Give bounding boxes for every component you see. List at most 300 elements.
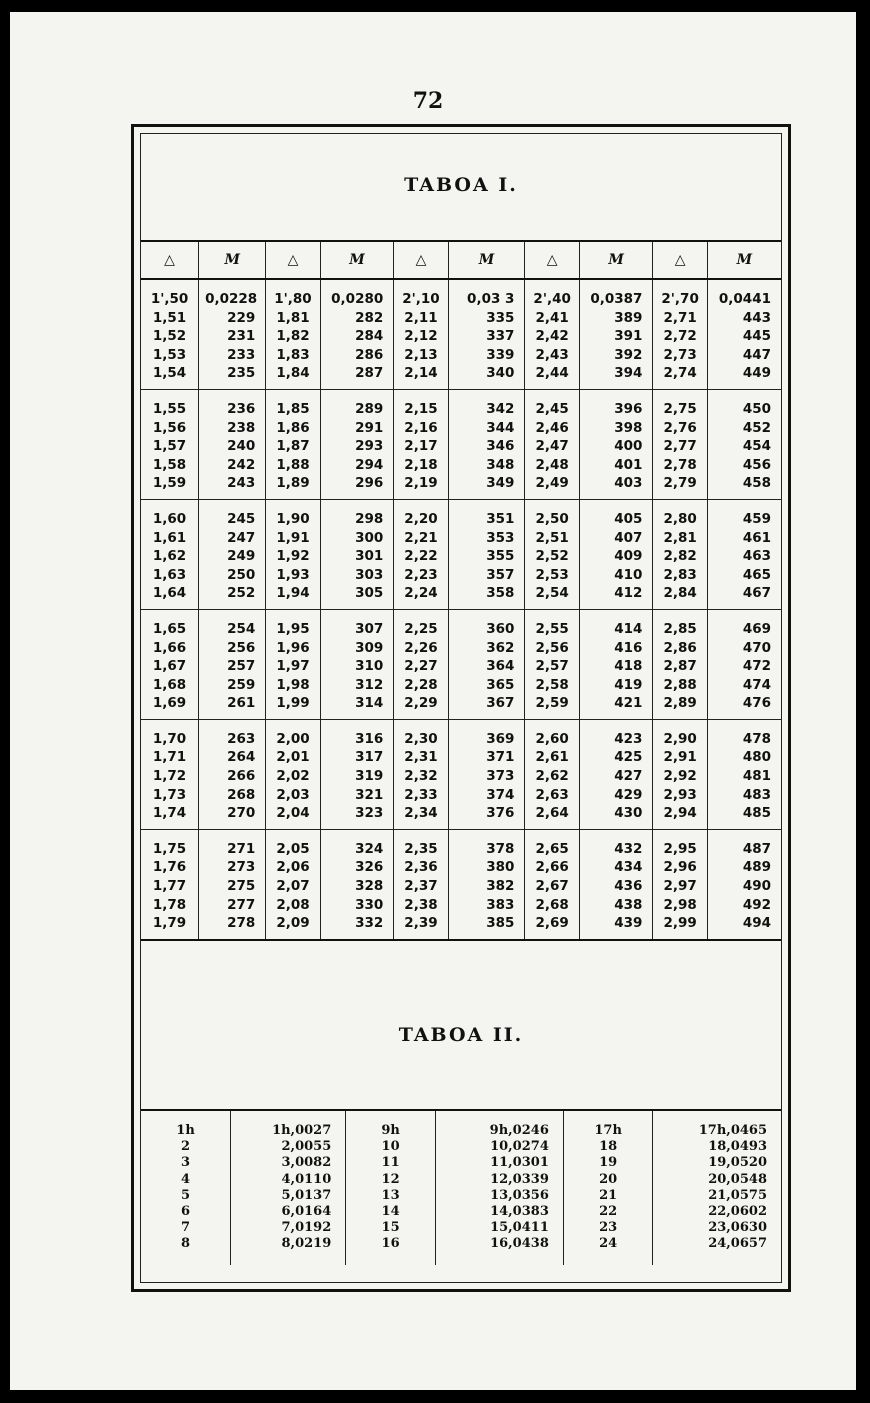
m-value: 367 bbox=[486, 695, 515, 712]
m-value: 425 bbox=[614, 749, 643, 766]
delta-value: 2,64 bbox=[535, 805, 569, 822]
m-value: 346 bbox=[486, 438, 515, 455]
m-value: 487 bbox=[742, 840, 771, 857]
delta-value: 1,88 bbox=[276, 456, 310, 473]
delta-value: 2,92 bbox=[663, 768, 697, 785]
m-value: 330 bbox=[355, 896, 384, 913]
delta-value: 2,95 bbox=[663, 840, 697, 857]
m-value: 447 bbox=[742, 346, 771, 363]
hour-label: 10 bbox=[381, 1139, 400, 1155]
m-value: 314 bbox=[355, 695, 384, 712]
m-value: 319 bbox=[355, 768, 384, 785]
delta-value: 2,75 bbox=[663, 400, 697, 417]
m-value: 0,0441 bbox=[718, 291, 771, 307]
hour-value: 16,0438 bbox=[490, 1236, 549, 1252]
m-header: M bbox=[199, 241, 266, 279]
m-cell bbox=[579, 279, 653, 389]
m-value: 485 bbox=[742, 805, 771, 822]
delta-value: 2,20 bbox=[404, 510, 438, 527]
delta-value: 2,59 bbox=[535, 695, 569, 712]
delta-cell bbox=[266, 829, 320, 939]
delta-value: 2,44 bbox=[535, 365, 569, 382]
delta-value: 2,58 bbox=[535, 676, 569, 693]
hour-label: 18 bbox=[599, 1139, 618, 1155]
hour-value: 19,0520 bbox=[708, 1155, 767, 1171]
m-value: 344 bbox=[486, 419, 515, 436]
delta-value: 2,99 bbox=[663, 915, 697, 932]
m-value: 264 bbox=[227, 749, 256, 766]
hour-value: 9h,0246 bbox=[489, 1123, 549, 1138]
m-value: 284 bbox=[355, 328, 384, 345]
m-value: 250 bbox=[227, 566, 256, 583]
m-cell bbox=[199, 719, 266, 829]
delta-value: 1,58 bbox=[152, 456, 187, 473]
m-value: 245 bbox=[227, 510, 256, 527]
m-value: 252 bbox=[227, 585, 256, 602]
table1-row-group bbox=[141, 829, 781, 939]
delta-cell bbox=[266, 719, 320, 829]
delta-value: 2,86 bbox=[663, 639, 697, 656]
delta-value: 2,23 bbox=[404, 566, 438, 583]
m-value: 312 bbox=[355, 676, 384, 693]
hour-cell bbox=[141, 1110, 231, 1265]
m-cell bbox=[199, 499, 266, 609]
m-value: 277 bbox=[227, 896, 256, 913]
m-value: 492 bbox=[742, 896, 771, 913]
delta-value: 2,32 bbox=[404, 768, 438, 785]
m-cell bbox=[448, 389, 525, 499]
table2-row bbox=[141, 1110, 781, 1265]
hour-label: 19 bbox=[599, 1155, 618, 1171]
delta-value: 1,68 bbox=[152, 676, 187, 693]
hour-label: 1h bbox=[176, 1123, 195, 1138]
delta-value: 1,76 bbox=[152, 859, 187, 876]
hour-value: 12,0339 bbox=[490, 1171, 549, 1187]
delta-value: 1,56 bbox=[152, 419, 187, 436]
delta-cell bbox=[266, 499, 320, 609]
hour-label: 11 bbox=[381, 1155, 400, 1171]
delta-value: 1,89 bbox=[276, 475, 310, 492]
m-value: 396 bbox=[614, 400, 643, 417]
delta-cell bbox=[394, 389, 448, 499]
delta-cell bbox=[266, 279, 320, 389]
delta-value: 1,91 bbox=[276, 529, 310, 546]
delta-cell bbox=[525, 719, 579, 829]
page-number: 72 bbox=[412, 88, 444, 114]
hour-value: 10,0274 bbox=[490, 1139, 549, 1155]
hour-value: 7,0192 bbox=[281, 1220, 332, 1236]
m-value: 293 bbox=[355, 438, 384, 455]
delta-value: 2,24 bbox=[404, 585, 438, 602]
m-cell bbox=[579, 829, 653, 939]
delta-value: 1,94 bbox=[276, 585, 310, 602]
m-value: 374 bbox=[486, 786, 515, 803]
table1-row-group bbox=[141, 389, 781, 499]
delta-cell bbox=[394, 279, 448, 389]
delta-value: 1,71 bbox=[152, 749, 187, 766]
m-value: 467 bbox=[742, 585, 771, 602]
delta-value: 2,61 bbox=[535, 749, 569, 766]
delta-cell bbox=[141, 279, 199, 389]
delta-value: 2,54 bbox=[535, 585, 569, 602]
hour-label: 5 bbox=[181, 1187, 191, 1203]
delta-value: 1,82 bbox=[276, 328, 310, 345]
m-value: 342 bbox=[486, 400, 515, 417]
delta-value: 1,96 bbox=[276, 639, 310, 656]
m-value: 301 bbox=[355, 548, 384, 565]
hour-label: 8 bbox=[181, 1236, 191, 1252]
delta-header: △ bbox=[525, 241, 579, 279]
delta-value: 2,29 bbox=[404, 695, 438, 712]
delta-cell bbox=[653, 609, 707, 719]
m-cell bbox=[199, 389, 266, 499]
m-value: 310 bbox=[355, 658, 384, 675]
m-value: 233 bbox=[227, 346, 256, 363]
m-value: 307 bbox=[355, 620, 384, 637]
delta-value: 2,80 bbox=[663, 510, 697, 527]
m-value: 480 bbox=[742, 749, 771, 766]
m-value: 275 bbox=[227, 878, 256, 895]
m-value: 270 bbox=[227, 805, 256, 822]
m-cell bbox=[579, 389, 653, 499]
delta-value: 2,42 bbox=[535, 328, 569, 345]
delta-value: 2,62 bbox=[535, 768, 569, 785]
delta-value: 2,27 bbox=[404, 658, 438, 675]
hour-value: 3,0082 bbox=[281, 1155, 332, 1171]
delta-value: 1,57 bbox=[152, 438, 187, 455]
delta-cell bbox=[141, 719, 199, 829]
delta-value: 2,39 bbox=[404, 915, 438, 932]
m-value: 371 bbox=[486, 749, 515, 766]
m-value: 266 bbox=[227, 768, 256, 785]
delta-value: 2,91 bbox=[663, 749, 697, 766]
hour-label: 3 bbox=[181, 1155, 191, 1171]
hour-label: 22 bbox=[599, 1204, 618, 1220]
m-cell bbox=[199, 609, 266, 719]
delta-value: 1,63 bbox=[152, 566, 187, 583]
hour-value: 24,0657 bbox=[708, 1236, 767, 1252]
delta-value: 2,78 bbox=[663, 456, 697, 473]
m-value: 369 bbox=[486, 730, 515, 747]
m-value: 287 bbox=[355, 365, 384, 382]
m-value: 445 bbox=[742, 328, 771, 345]
delta-value: 2,68 bbox=[535, 896, 569, 913]
hour-label: 7 bbox=[181, 1220, 191, 1236]
delta-cell bbox=[266, 609, 320, 719]
m-value: 389 bbox=[614, 309, 643, 326]
hour-cell bbox=[346, 1110, 436, 1265]
delta-value: 1,77 bbox=[152, 878, 187, 895]
delta-value: 2,76 bbox=[663, 419, 697, 436]
delta-cell bbox=[266, 389, 320, 499]
hour-value: 11,0301 bbox=[490, 1155, 549, 1171]
m-value: 394 bbox=[614, 365, 643, 382]
hour-label: 16 bbox=[381, 1236, 400, 1252]
m-header: M bbox=[707, 241, 781, 279]
m-value: 236 bbox=[227, 400, 256, 417]
m-value: 410 bbox=[614, 566, 643, 583]
m-value: 373 bbox=[486, 768, 515, 785]
delta-value: 1,95 bbox=[276, 620, 310, 637]
m-value: 383 bbox=[486, 896, 515, 913]
m-value: 300 bbox=[355, 529, 384, 546]
m-value: 326 bbox=[355, 859, 384, 876]
m-value: 436 bbox=[614, 878, 643, 895]
delta-value: 2,28 bbox=[404, 676, 438, 693]
hour-value: 8,0219 bbox=[281, 1236, 332, 1252]
m-value: 291 bbox=[355, 419, 384, 436]
table2-title: TABOA II. bbox=[398, 1024, 524, 1046]
hour-label: 23 bbox=[599, 1220, 618, 1236]
delta-value: 2,06 bbox=[276, 859, 310, 876]
delta-value: 2,04 bbox=[276, 805, 310, 822]
m-cell bbox=[579, 609, 653, 719]
delta-header: △ bbox=[653, 241, 707, 279]
delta-value: 2,11 bbox=[404, 309, 438, 326]
delta-value: 1,70 bbox=[152, 730, 187, 747]
m-value: 430 bbox=[614, 805, 643, 822]
delta-value: 2,03 bbox=[276, 786, 310, 803]
delta-value: 1,54 bbox=[152, 365, 187, 382]
hour-value: 20,0548 bbox=[708, 1171, 767, 1187]
m-value: 247 bbox=[227, 529, 256, 546]
delta-value: 1,79 bbox=[152, 915, 187, 932]
m-value: 305 bbox=[355, 585, 384, 602]
delta-value: 2,93 bbox=[663, 786, 697, 803]
hour-value: 21,0575 bbox=[708, 1187, 767, 1203]
m-value: 235 bbox=[227, 365, 256, 382]
m-value: 238 bbox=[227, 419, 256, 436]
delta-cell bbox=[141, 499, 199, 609]
m-value: 401 bbox=[614, 456, 643, 473]
m-value: 337 bbox=[486, 328, 515, 345]
delta-value: 2,22 bbox=[404, 548, 438, 565]
hour-value-cell bbox=[653, 1110, 781, 1265]
delta-value: 1,55 bbox=[152, 400, 187, 417]
delta-value: 1,78 bbox=[152, 896, 187, 913]
m-value: 249 bbox=[227, 548, 256, 565]
delta-value: 2,41 bbox=[535, 309, 569, 326]
m-value: 256 bbox=[227, 639, 256, 656]
m-value: 429 bbox=[614, 786, 643, 803]
m-value: 303 bbox=[355, 566, 384, 583]
delta-value: 1,62 bbox=[152, 548, 187, 565]
hour-value: 2,0055 bbox=[281, 1139, 332, 1155]
hour-value: 15,0411 bbox=[490, 1220, 549, 1236]
m-value: 317 bbox=[355, 749, 384, 766]
delta-value: 2,30 bbox=[404, 730, 438, 747]
delta-value: 2',70 bbox=[661, 291, 699, 307]
m-value: 427 bbox=[614, 768, 643, 785]
delta-value: 1,51 bbox=[152, 309, 187, 326]
delta-value: 2,37 bbox=[404, 878, 438, 895]
m-value: 398 bbox=[614, 419, 643, 436]
delta-value: 2,19 bbox=[404, 475, 438, 492]
m-value: 481 bbox=[742, 768, 771, 785]
delta-value: 2,14 bbox=[404, 365, 438, 382]
m-cell bbox=[199, 829, 266, 939]
hour-value: 1h,0027 bbox=[272, 1123, 332, 1138]
m-value: 407 bbox=[614, 529, 643, 546]
hour-value: 14,0383 bbox=[490, 1204, 549, 1220]
m-value: 403 bbox=[614, 475, 643, 492]
m-value: 357 bbox=[486, 566, 515, 583]
m-value: 0,0387 bbox=[590, 291, 643, 307]
table-frame-inner bbox=[140, 133, 782, 1283]
delta-value: 2',40 bbox=[533, 291, 571, 307]
table1-row-group bbox=[141, 279, 781, 389]
delta-value: 2,15 bbox=[404, 400, 438, 417]
delta-value: 2,49 bbox=[535, 475, 569, 492]
delta-cell bbox=[653, 279, 707, 389]
delta-header: △ bbox=[394, 241, 448, 279]
delta-value: 1,65 bbox=[152, 620, 187, 637]
delta-value: 2,81 bbox=[663, 529, 697, 546]
delta-value: 2,45 bbox=[535, 400, 569, 417]
delta-value: 1,83 bbox=[276, 346, 310, 363]
m-value: 353 bbox=[486, 529, 515, 546]
m-value: 419 bbox=[614, 676, 643, 693]
delta-value: 2,66 bbox=[535, 859, 569, 876]
delta-value: 2,12 bbox=[404, 328, 438, 345]
delta-value: 2,60 bbox=[535, 730, 569, 747]
m-value: 263 bbox=[227, 730, 256, 747]
delta-value: 2,35 bbox=[404, 840, 438, 857]
m-value: 294 bbox=[355, 456, 384, 473]
hour-label: 2 bbox=[181, 1139, 191, 1155]
delta-value: 1,98 bbox=[276, 676, 310, 693]
delta-value: 1',50 bbox=[150, 291, 189, 307]
delta-value: 2,71 bbox=[663, 309, 697, 326]
delta-value: 2,01 bbox=[276, 749, 310, 766]
m-cell bbox=[199, 279, 266, 389]
m-value: 434 bbox=[614, 859, 643, 876]
delta-value: 2,51 bbox=[535, 529, 569, 546]
delta-value: 1,72 bbox=[152, 768, 187, 785]
hour-value: 23,0630 bbox=[708, 1220, 767, 1236]
m-value: 351 bbox=[486, 510, 515, 527]
delta-value: 2,08 bbox=[276, 896, 310, 913]
m-cell bbox=[707, 389, 781, 499]
m-value: 231 bbox=[227, 328, 256, 345]
delta-value: 2,85 bbox=[663, 620, 697, 637]
delta-value: 2,87 bbox=[663, 658, 697, 675]
m-value: 378 bbox=[486, 840, 515, 857]
m-value: 461 bbox=[742, 529, 771, 546]
m-value: 242 bbox=[227, 456, 256, 473]
delta-value: 1,92 bbox=[276, 548, 310, 565]
m-value: 0,0280 bbox=[331, 291, 384, 307]
m-value: 358 bbox=[486, 585, 515, 602]
delta-value: 2,82 bbox=[663, 548, 697, 565]
m-value: 432 bbox=[614, 840, 643, 857]
m-value: 365 bbox=[486, 676, 515, 693]
delta-value: 1,59 bbox=[152, 475, 187, 492]
m-value: 321 bbox=[355, 786, 384, 803]
delta-value: 2,89 bbox=[663, 695, 697, 712]
m-cell bbox=[320, 279, 394, 389]
hour-label: 12 bbox=[381, 1171, 400, 1187]
delta-value: 2,02 bbox=[276, 768, 310, 785]
delta-value: 2,52 bbox=[535, 548, 569, 565]
delta-cell bbox=[653, 389, 707, 499]
delta-cell bbox=[141, 609, 199, 719]
delta-value: 1,81 bbox=[276, 309, 310, 326]
book-page bbox=[10, 12, 856, 1390]
delta-value: 2,18 bbox=[404, 456, 438, 473]
delta-value: 2,05 bbox=[276, 840, 310, 857]
hour-value: 5,0137 bbox=[281, 1187, 332, 1203]
delta-value: 2,50 bbox=[535, 510, 569, 527]
m-value: 490 bbox=[742, 878, 771, 895]
delta-cell bbox=[653, 719, 707, 829]
delta-value: 2,53 bbox=[535, 566, 569, 583]
delta-cell bbox=[141, 389, 199, 499]
m-value: 494 bbox=[742, 915, 771, 932]
delta-value: 2,26 bbox=[404, 639, 438, 656]
delta-value: 2,72 bbox=[663, 328, 697, 345]
hour-label: 21 bbox=[599, 1187, 618, 1203]
m-cell bbox=[707, 279, 781, 389]
delta-cell bbox=[394, 609, 448, 719]
m-cell bbox=[707, 829, 781, 939]
m-value: 474 bbox=[742, 676, 771, 693]
m-cell bbox=[448, 499, 525, 609]
m-value: 483 bbox=[742, 786, 771, 803]
delta-value: 2,77 bbox=[663, 438, 697, 455]
delta-cell bbox=[394, 499, 448, 609]
delta-value: 1,61 bbox=[152, 529, 187, 546]
m-cell bbox=[320, 829, 394, 939]
delta-value: 1,66 bbox=[152, 639, 187, 656]
table2 bbox=[141, 1109, 781, 1265]
m-value: 278 bbox=[227, 915, 256, 932]
m-value: 243 bbox=[227, 475, 256, 492]
table1-title: TABOA I. bbox=[404, 174, 518, 196]
delta-value: 2,38 bbox=[404, 896, 438, 913]
hour-label: 15 bbox=[381, 1220, 400, 1236]
m-value: 421 bbox=[614, 695, 643, 712]
hour-label: 6 bbox=[181, 1204, 191, 1220]
delta-cell bbox=[394, 719, 448, 829]
delta-value: 2,13 bbox=[404, 346, 438, 363]
hour-value: 17h,0465 bbox=[698, 1123, 767, 1138]
m-value: 472 bbox=[742, 658, 771, 675]
m-cell bbox=[579, 499, 653, 609]
delta-value: 2',10 bbox=[402, 291, 440, 307]
delta-value: 2,94 bbox=[663, 805, 697, 822]
delta-value: 1,69 bbox=[152, 695, 187, 712]
m-value: 289 bbox=[355, 400, 384, 417]
delta-value: 1,67 bbox=[152, 658, 187, 675]
m-value: 478 bbox=[742, 730, 771, 747]
hour-label: 14 bbox=[381, 1204, 400, 1220]
delta-value: 1,93 bbox=[276, 566, 310, 583]
m-cell bbox=[448, 829, 525, 939]
delta-value: 2,67 bbox=[535, 878, 569, 895]
table1 bbox=[141, 240, 781, 941]
m-value: 340 bbox=[486, 365, 515, 382]
m-value: 392 bbox=[614, 346, 643, 363]
delta-value: 2,84 bbox=[663, 585, 697, 602]
m-cell bbox=[320, 499, 394, 609]
delta-value: 2,73 bbox=[663, 346, 697, 363]
m-cell bbox=[448, 279, 525, 389]
delta-value: 1,53 bbox=[152, 346, 187, 363]
m-value: 349 bbox=[486, 475, 515, 492]
delta-cell bbox=[653, 499, 707, 609]
delta-value: 1,75 bbox=[152, 840, 187, 857]
